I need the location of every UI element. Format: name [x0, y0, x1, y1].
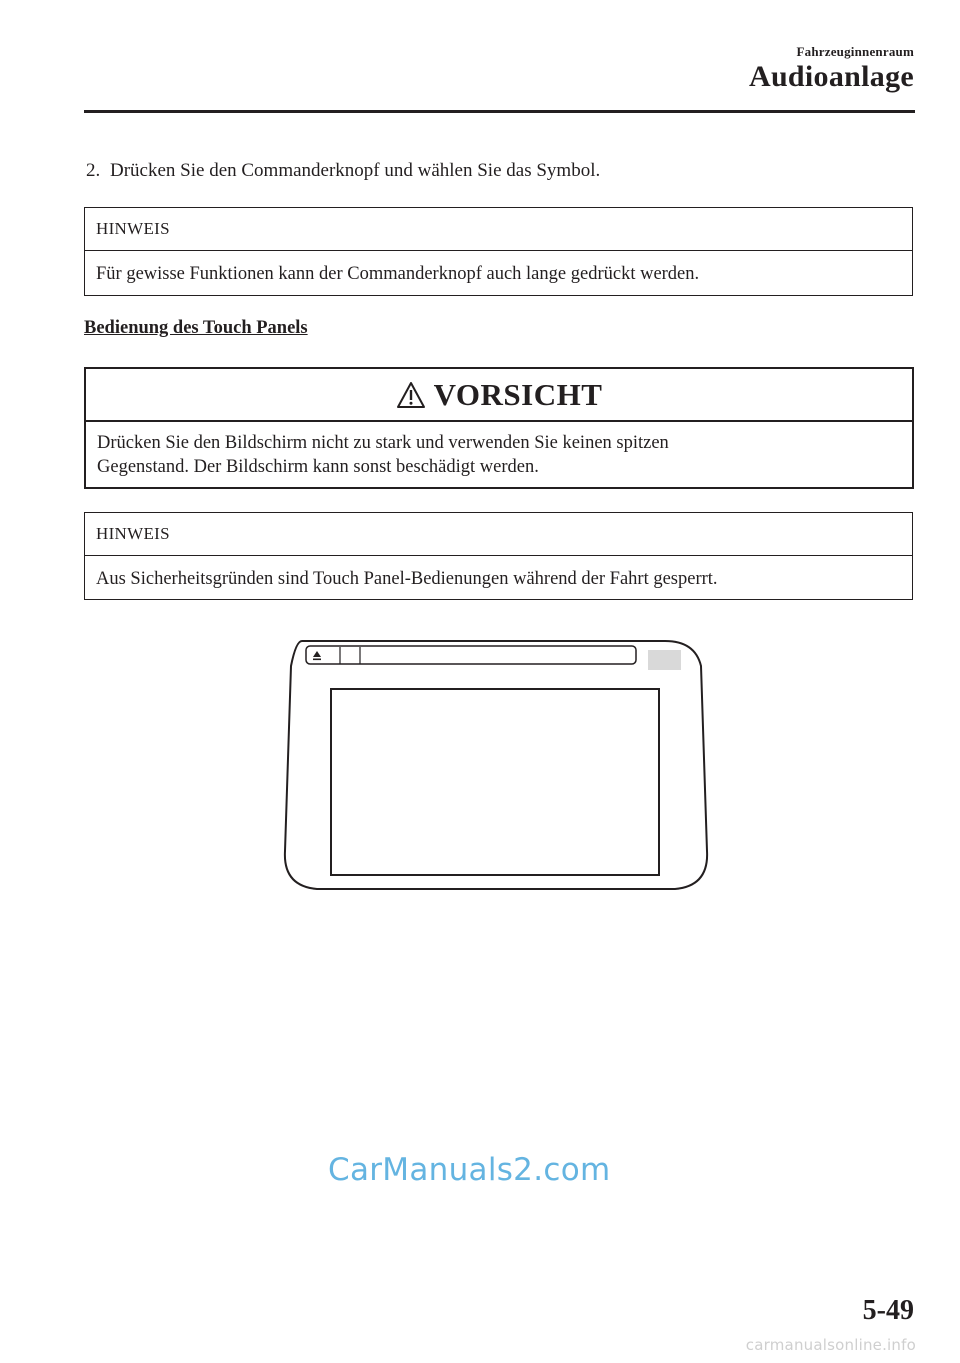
note-title: HINWEIS	[85, 513, 912, 556]
subheading-touch-panel: Bedienung des Touch Panels	[84, 318, 308, 338]
caution-box	[84, 367, 914, 489]
watermark: CarManuals2.com	[328, 1152, 611, 1188]
caution-text-line: Drücken Sie den Bildschirm nicht zu stark und verwenden Sie keinen spitzen	[97, 433, 669, 453]
note-title: HINWEIS	[85, 208, 912, 251]
caution-title: VORSICHT	[433, 376, 603, 412]
page-number: 5-49	[862, 1295, 914, 1326]
caution-text	[86, 422, 912, 488]
chapter-title: Audioanlage	[748, 60, 914, 93]
step-number: 2.	[86, 160, 101, 181]
footer-url: carmanualsonline.info	[745, 1336, 916, 1354]
header-divider	[84, 110, 915, 113]
note-box-safety	[84, 512, 913, 600]
caution-header	[86, 369, 912, 422]
step-text: Drücken Sie den Commanderknopf und wählen Sie das Symbol.	[110, 160, 601, 181]
warning-triangle-icon	[396, 381, 426, 409]
note-text: Aus Sicherheitsgründen sind Touch Panel-Bedienungen während der Fahrt gesperrt.	[96, 569, 718, 589]
instruction-step	[86, 160, 600, 182]
display-illustration	[280, 636, 712, 896]
note-text: Für gewisse Funktionen kann der Commanderknopf auch lange gedrückt werden.	[96, 264, 700, 284]
section-title: Fahrzeuginnenraum	[796, 44, 914, 59]
touch-screen	[331, 689, 659, 875]
caution-text-line: Gegenstand. Der Bildschirm kann sonst beschädigt werden.	[97, 457, 539, 477]
note-box-commander	[84, 207, 913, 296]
indicator-panel	[648, 650, 681, 670]
